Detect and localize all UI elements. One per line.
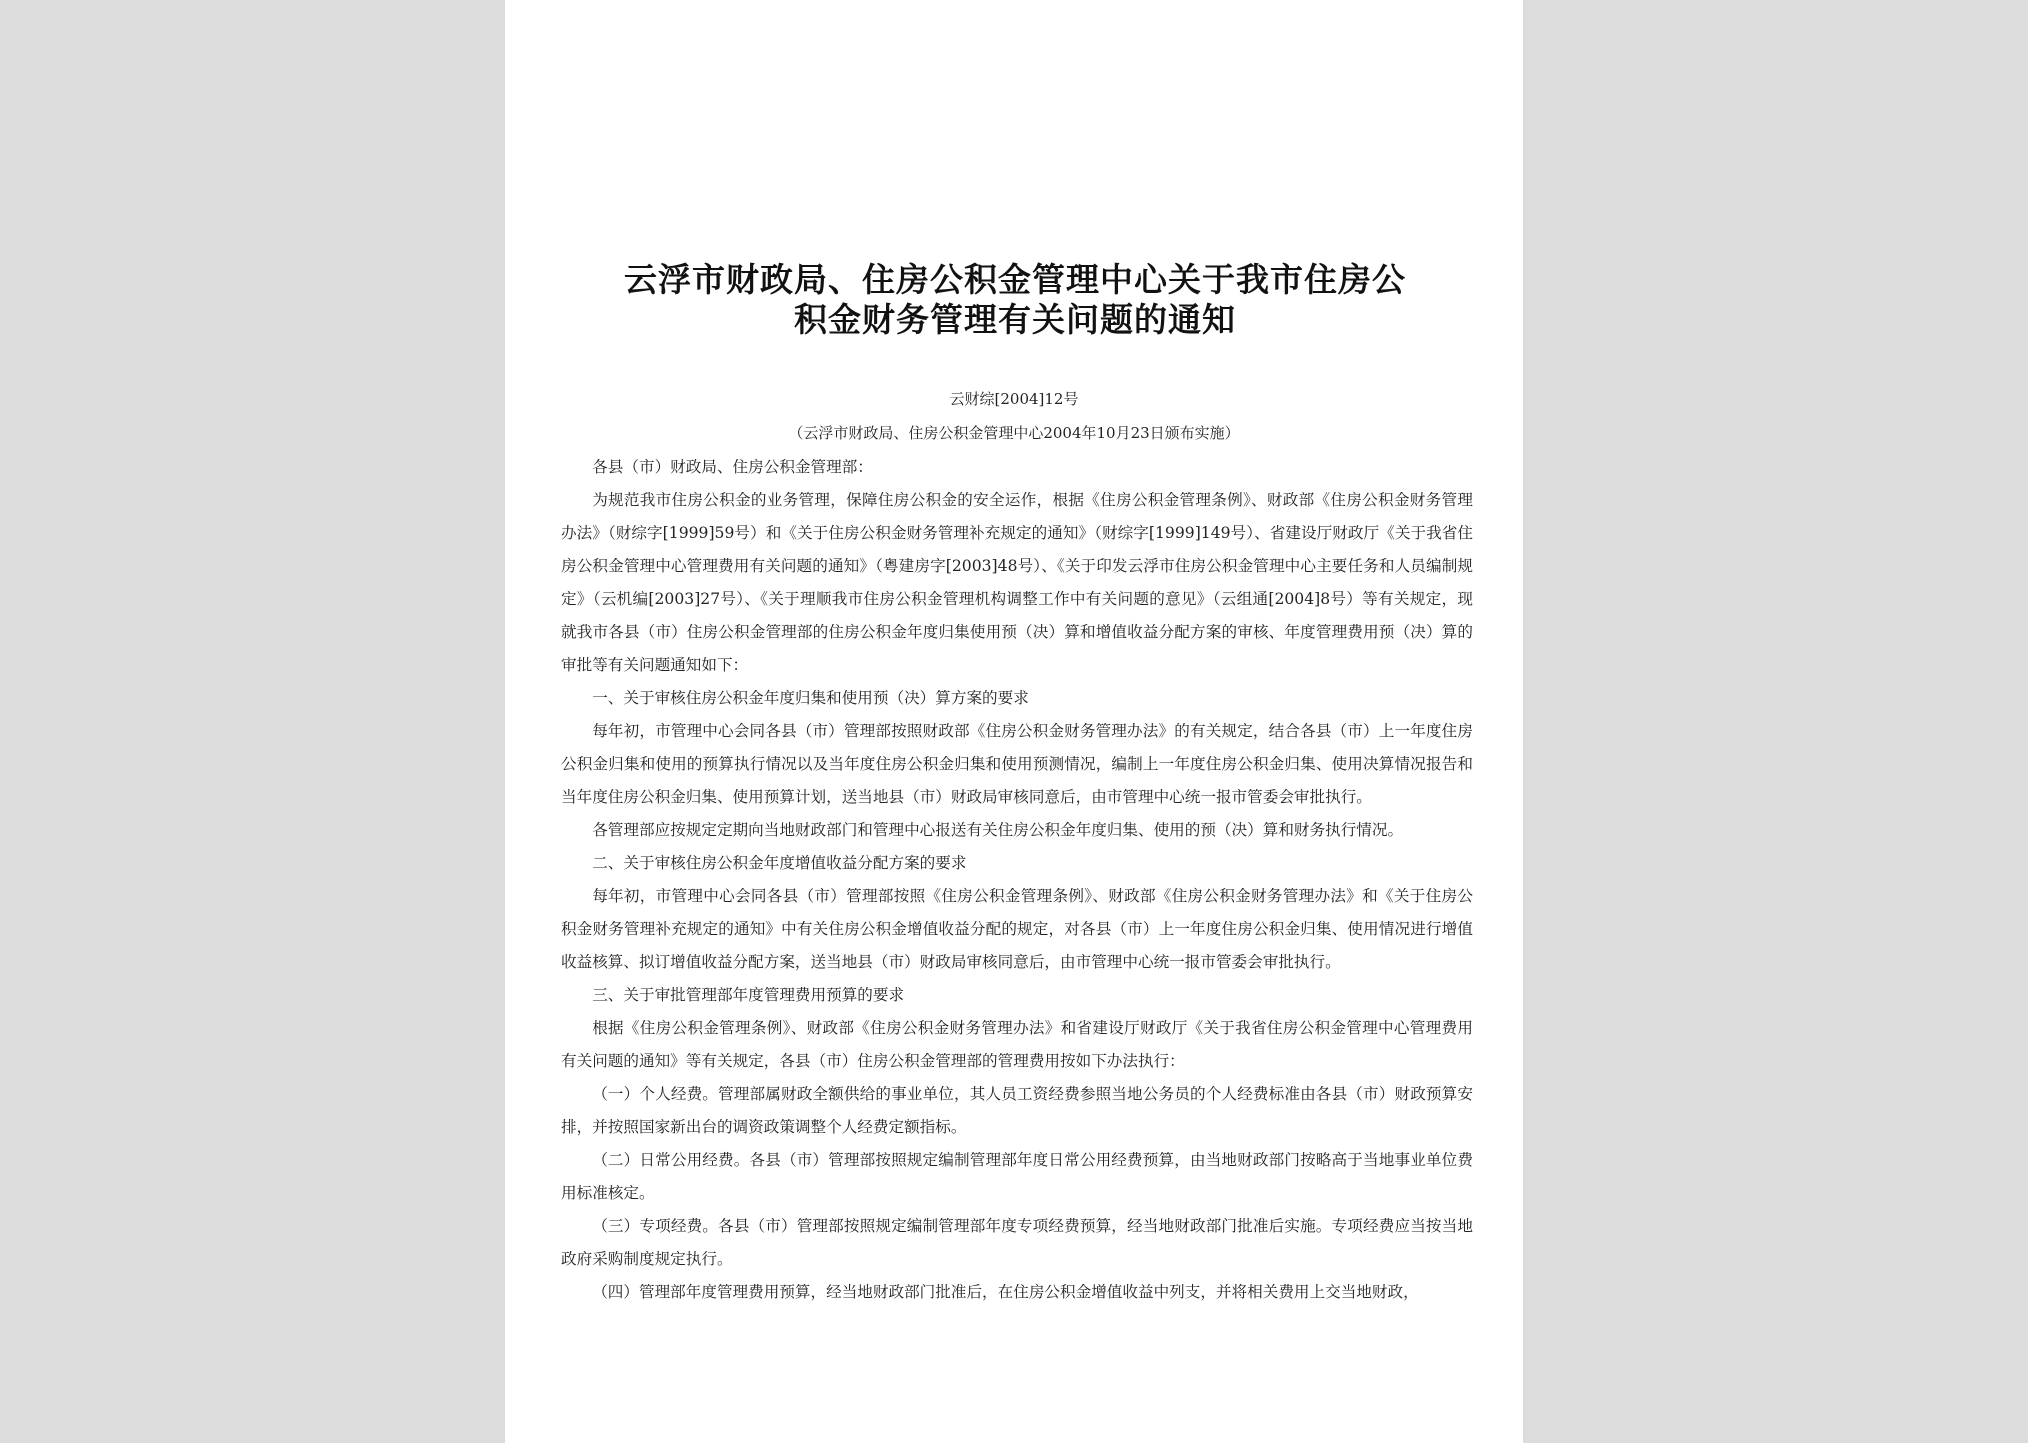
document-body <box>561 451 1473 1309</box>
paragraph: 每年初，市管理中心会同各县（市）管理部按照财政部《住房公积金财务管理办法》的有关规定，结合各县（市）上一年度住房公积金归集和使用的预算执行情况以及当年度住房公积金归集和使用预测情况，编制上一年度住房公积金归集、使用决算情况报告和当年度住房公积金归集、使用预算计划，送当地县（市）财政局审核同意后，由市管理中心统一报市管委会审批执行。 <box>561 722 1473 806</box>
paragraph: 为规范我市住房公积金的业务管理，保障住房公积金的安全运作，根据《住房公积金管理条例》、财政部《住房公积金财务管理办法》（财综字[1999]59号）和《关于住房公积金财务管理补充规定的通知》（财综字[1999]149号）、省建设厅财政厅《关于我省住房公积金管理中心管理费用有关问题的通知》（粤建房字[2003]48号）、《关于印发云浮市住房公积金管理中心主要任务和人员编制规定》（云机编[2003]27号）、《关于理顺我市住房公积金管理机构调整工作中有关问题的意见》（云组通[2004]8号）等有关规定，现就我市各县（市）住房公积金管理部的住房公积金年度归集使用预（决）算和增值收益分配方案的审核、年度管理费用预（决）算的审批等有关问题通知如下： <box>561 491 1473 674</box>
list-item: （四）管理部年度管理费用预算，经当地财政部门批准后，在住房公积金增值收益中列支，并将相关费用上交当地财政， <box>592 1283 1419 1301</box>
title-line-2: 积金财务管理有关问题的通知 <box>794 300 1236 339</box>
section-heading: 二、关于审核住房公积金年度增值收益分配方案的要求 <box>592 854 967 872</box>
section-heading: 一、关于审核住房公积金年度归集和使用预（决）算方案的要求 <box>592 689 1029 707</box>
paragraph: 各管理部应按规定定期向当地财政部门和管理中心报送有关住房公积金年度归集、使用的预（决）算和财务执行情况。 <box>592 821 1404 839</box>
list-item: （二）日常公用经费。各县（市）管理部按照规定编制管理部年度日常公用经费预算，由当地财政部门按略高于当地事业单位费用标准核定。 <box>561 1151 1473 1202</box>
list-item: （一）个人经费。管理部属财政全额供给的事业单位，其人员工资经费参照当地公务员的个人经费标准由各县（市）财政预算安排，并按照国家新出台的调资政策调整个人经费定额指标。 <box>561 1085 1473 1136</box>
document-title <box>595 260 1435 340</box>
list-item: （三）专项经费。各县（市）管理部按照规定编制管理部年度专项经费预算，经当地财政部门批准后实施。专项经费应当按当地政府采购制度规定执行。 <box>561 1217 1473 1268</box>
salutation: 各县（市）财政局、住房公积金管理部： <box>592 458 873 476</box>
document-number: 云财综[2004]12号 <box>949 390 1079 408</box>
paragraph: 根据《住房公积金管理条例》、财政部《住房公积金财务管理办法》和省建设厅财政厅《关于我省住房公积金管理中心管理费用有关问题的通知》等有关规定，各县（市）住房公积金管理部的管理费用按如下办法执行： <box>561 1019 1473 1070</box>
document-page <box>505 0 1523 1443</box>
section-heading: 三、关于审批管理部年度管理费用预算的要求 <box>592 986 905 1004</box>
paragraph: 每年初，市管理中心会同各县（市）管理部按照《住房公积金管理条例》、财政部《住房公积金财务管理办法》和《关于住房公积金财务管理补充规定的通知》中有关住房公积金增值收益分配的规定，对各县（市）上一年度住房公积金归集、使用情况进行增值收益核算、拟订增值收益分配方案，送当地县（市）财政局审核同意后，由市管理中心统一报市管委会审批执行。 <box>561 887 1473 971</box>
title-line-1: 云浮市财政局、住房公积金管理中心关于我市住房公 <box>624 260 1406 299</box>
issued-note: （云浮市财政局、住房公积金管理中心2004年10月23日颁布实施） <box>788 424 1240 442</box>
